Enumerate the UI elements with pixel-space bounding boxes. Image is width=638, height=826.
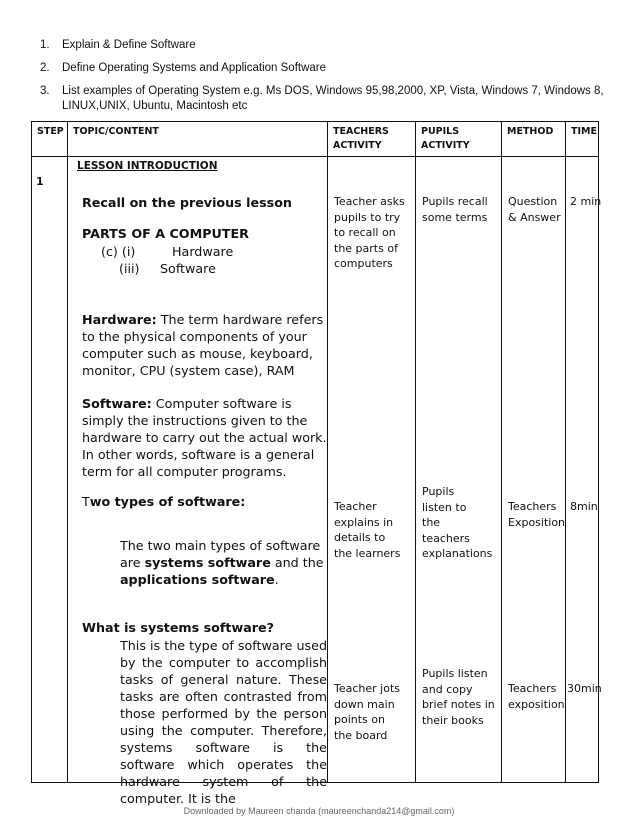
pupils-activity-1: Pupils recall some terms [422,195,488,224]
time-2: 8min [570,500,598,513]
two-types-heading [82,493,245,510]
objective-item [40,84,610,114]
method-1: Question & Answer [508,195,561,224]
objectives-list [40,38,610,122]
recall-heading: Recall on the previous lesson [82,195,292,210]
lesson-intro-heading: LESSON INTRODUCTION [77,160,218,172]
method-2: Teachers Exposition [508,500,566,529]
part-c-item: Hardware [172,244,234,259]
systems-software-definition: This is the type of software used by the computer to accomplish tasks of general nature. These tasks are often contrasted from those performed by the person using the computer. Therefore, systems software is the software which operates the hardware system of the computer. It is the [120,638,327,806]
header-teachers-activity: TEACHERS ACTIVITY [328,122,416,157]
software-text: Computer software is simply the instructions given to the hardware to carry out the actual work. In other words, software is a general term for all computer programs. [82,396,327,479]
objective-number: 1. [40,39,50,51]
main-types-mid: and the [270,555,324,570]
systems-software-question: What is systems software? [82,620,274,635]
table-header-row [32,122,599,157]
pupils-activity-cell [416,157,502,783]
part-c-label: (c) (i) [101,244,136,259]
hardware-term: Hardware: [82,312,157,327]
header-pupils-activity: PUPILS ACTIVITY [416,122,502,157]
main-types-pre: The two main types of software are [120,538,321,570]
teachers-activity-cell [328,157,416,783]
objective-number: 3. [40,85,50,97]
teacher-activity-1: Teacher asks pupils to try to recall on the parts of computers [334,195,405,270]
header-step: STEP [32,122,68,157]
two-types-rest: wo types of software: [89,494,246,509]
topic-cell [68,157,328,806]
download-footer: Downloaded by Maureen chanda (maureenchanda214@gmail.com) [183,806,455,816]
header-topic: TOPIC/CONTENT [68,122,328,157]
hardware-text: The term hardware refers to the physical components of your computer such as mouse, keyboard, monitor, CPU (system case), RAM [82,312,324,378]
time-1: 2 min [570,195,602,208]
teacher-activity-3: Teacher jots down main points on the board [334,682,400,742]
software-term: Software: [82,396,152,411]
lesson-plan-table [31,121,602,806]
method-cell [502,157,566,783]
parts-heading: PARTS OF A COMPUTER [82,226,249,241]
header-time: TIME [566,122,599,157]
step-number: 1 [36,175,44,188]
main-types-end: . [274,572,279,587]
teacher-activity-2: Teacher explains in details to the learners [334,500,401,560]
step-cell [32,157,68,783]
objective-item [40,61,610,76]
header-method: METHOD [502,122,566,157]
pupils-activity-3: Pupils listen and copy brief notes in their books [422,667,495,727]
objective-number: 2. [40,62,50,74]
part-iii-label: (iii) [119,261,140,276]
method-3: Teachers exposition [508,682,565,711]
part-iii-item: Software [160,261,216,276]
software-definition [82,395,327,480]
time-3: 30min [567,682,602,695]
hardware-definition [82,311,324,379]
objective-text: Explain & Define Software [62,39,196,51]
objective-item [40,38,610,53]
two-types-first-letter: T [82,494,90,509]
table-row [32,157,599,783]
systems-software-term: systems software [144,555,271,570]
objective-text: List examples of Operating System e.g. Ms DOS, Windows 95,98,2000, XP, Vista, Windows 7, Windows 8, LINUX,UNIX, Ubuntu, Macintosh etc [62,85,604,112]
objective-text: Define Operating Systems and Application Software [62,62,327,74]
time-cell [566,157,602,783]
main-types-paragraph [120,537,324,588]
applications-software-term: applications software [120,572,275,587]
pupils-activity-2: Pupils listen to the teachers explanations [422,485,493,560]
